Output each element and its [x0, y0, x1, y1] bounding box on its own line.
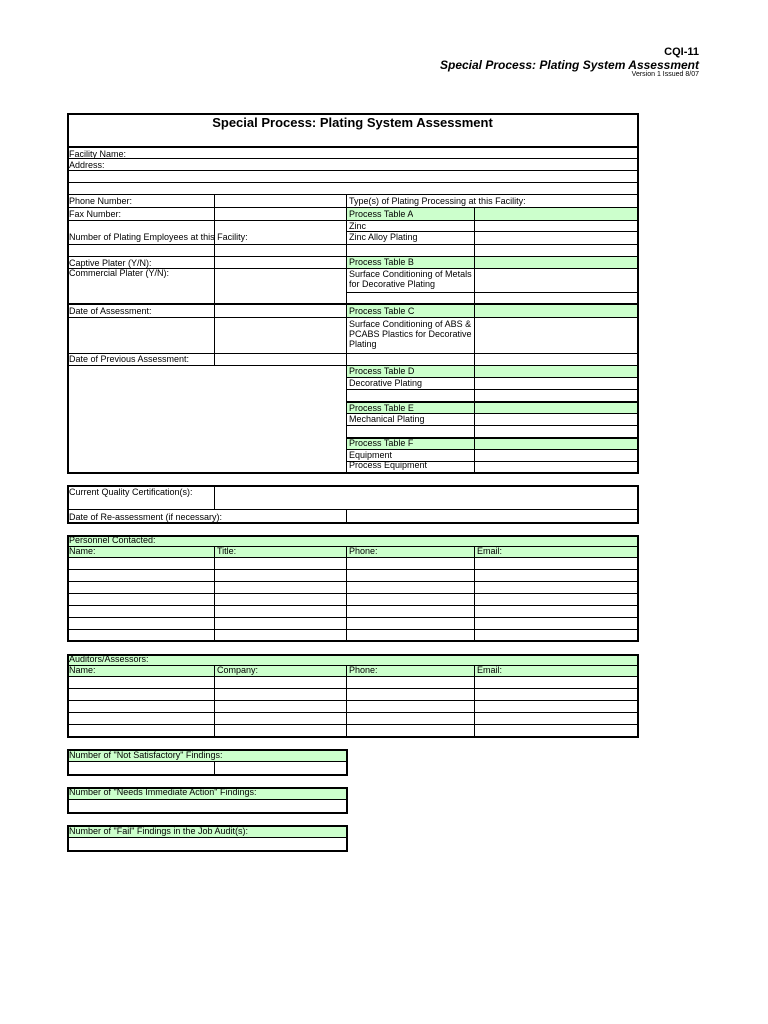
grid-line	[67, 700, 637, 701]
grid-line	[346, 425, 637, 426]
grid-line	[346, 665, 347, 736]
grid-line	[67, 617, 637, 618]
process-table-f-process-equipment: Process Equipment	[349, 460, 428, 470]
grid-line	[67, 581, 637, 582]
grid-line	[67, 640, 639, 642]
process-table-e-title: Process Table E	[349, 403, 414, 413]
grid-line	[637, 654, 639, 736]
grid-line	[67, 812, 348, 814]
document-code: CQI-11	[664, 46, 699, 58]
grid-line	[346, 292, 637, 293]
grid-line	[214, 546, 215, 640]
grid-line	[346, 509, 347, 522]
needs-immediate-action-findings-label: Number of "Needs Immediate Action" Findings:	[69, 787, 257, 797]
process-table-c-title: Process Table C	[349, 306, 415, 316]
process-table-c-item: Surface Conditioning of ABS & PCABS Plastics for Decorative Plating	[349, 319, 472, 349]
grid-line	[214, 665, 215, 736]
grid-line	[67, 182, 637, 183]
grid-line	[67, 158, 637, 159]
grid-line	[67, 605, 637, 606]
grid-line	[67, 522, 639, 524]
grid-line	[214, 485, 215, 509]
grid-line	[67, 676, 637, 677]
grid-line	[67, 244, 637, 245]
grid-line	[67, 736, 639, 738]
grid-line	[637, 485, 639, 522]
grid-line	[346, 194, 347, 472]
grid-line	[67, 799, 346, 800]
phone-number-label: Phone Number:	[69, 196, 133, 206]
plating-types-header: Type(s) of Plating Processing at this Facility:	[349, 196, 526, 206]
grid-line	[346, 546, 347, 640]
grid-line	[67, 724, 637, 725]
grid-line	[346, 389, 637, 390]
process-table-b-title: Process Table B	[349, 257, 414, 267]
grid-line	[67, 317, 637, 318]
auditors-col-company: Company:	[217, 665, 259, 675]
document-title: Special Process: Plating System Assessment	[439, 58, 699, 72]
grid-line	[67, 593, 637, 594]
grid-line	[214, 761, 215, 774]
auditors-title: Auditors/Assessors:	[69, 654, 149, 664]
grid-line	[67, 509, 637, 510]
grid-line	[67, 207, 637, 208]
grid-line	[474, 207, 475, 472]
grid-line	[346, 749, 348, 774]
date-of-previous-assessment-label: Date of Previous Assessment:	[69, 354, 190, 364]
captive-plater-label: Captive Plater (Y/N):	[69, 258, 152, 268]
grid-line	[67, 712, 637, 713]
process-table-a-zinc-alloy: Zinc Alloy Plating	[349, 232, 418, 242]
grid-line	[67, 303, 637, 305]
grid-line	[67, 194, 637, 195]
grid-line	[67, 774, 348, 776]
process-table-d-title: Process Table D	[349, 366, 415, 376]
process-table-a-zinc: Zinc	[349, 221, 367, 231]
process-table-f-title: Process Table F	[349, 438, 414, 448]
process-table-f-equipment: Equipment	[349, 450, 393, 460]
date-of-reassessment-label: Date of Re-assessment (if necessary):	[69, 512, 223, 522]
auditors-col-phone: Phone:	[349, 665, 378, 675]
process-table-a-title: Process Table A	[349, 209, 414, 219]
auditors-col-email: Email:	[477, 665, 503, 675]
grid-line	[67, 837, 346, 838]
address-label: Address:	[69, 160, 105, 170]
plating-employees-label: Number of Plating Employees at this Facility:	[69, 232, 248, 242]
grid-line	[67, 472, 639, 474]
auditors-col-name: Name:	[69, 665, 96, 675]
not-satisfactory-findings-label: Number of "Not Satisfactory" Findings:	[69, 750, 223, 760]
process-table-d-item: Decorative Plating	[349, 378, 423, 388]
form-title: Special Process: Plating System Assessment	[212, 115, 493, 130]
grid-line	[67, 170, 637, 171]
grid-line	[346, 787, 348, 812]
grid-line	[67, 569, 637, 570]
document-version: Version 1 Issued 8/07	[631, 71, 699, 78]
fail-findings-label: Number of "Fail" Findings in the Job Audit(s):	[69, 826, 248, 836]
grid-line	[346, 825, 348, 850]
grid-line	[637, 113, 639, 472]
grid-line	[67, 761, 346, 762]
personnel-contacted-title: Personnel Contacted:	[69, 535, 156, 545]
current-quality-certification-label: Current Quality Certification(s):	[69, 487, 193, 497]
grid-line	[67, 850, 348, 852]
process-table-e-item: Mechanical Plating	[349, 414, 425, 424]
grid-line	[67, 146, 637, 148]
facility-name-label: Facility Name:	[69, 149, 127, 159]
personnel-col-name: Name:	[69, 546, 96, 556]
fax-number-label: Fax Number:	[69, 209, 122, 219]
grid-line	[474, 546, 475, 640]
grid-line	[474, 665, 475, 736]
grid-line	[67, 557, 637, 558]
personnel-col-email: Email:	[477, 546, 503, 556]
personnel-col-phone: Phone:	[349, 546, 378, 556]
process-table-b-item: Surface Conditioning of Metals for Decorative Plating	[349, 269, 472, 289]
grid-line	[637, 535, 639, 640]
date-of-assessment-label: Date of Assessment:	[69, 306, 152, 316]
grid-line	[67, 688, 637, 689]
commercial-plater-label: Commercial Plater (Y/N):	[69, 268, 170, 278]
grid-line	[67, 629, 637, 630]
grid-line	[67, 654, 639, 656]
grid-line	[214, 194, 215, 365]
personnel-col-title: Title:	[217, 546, 237, 556]
